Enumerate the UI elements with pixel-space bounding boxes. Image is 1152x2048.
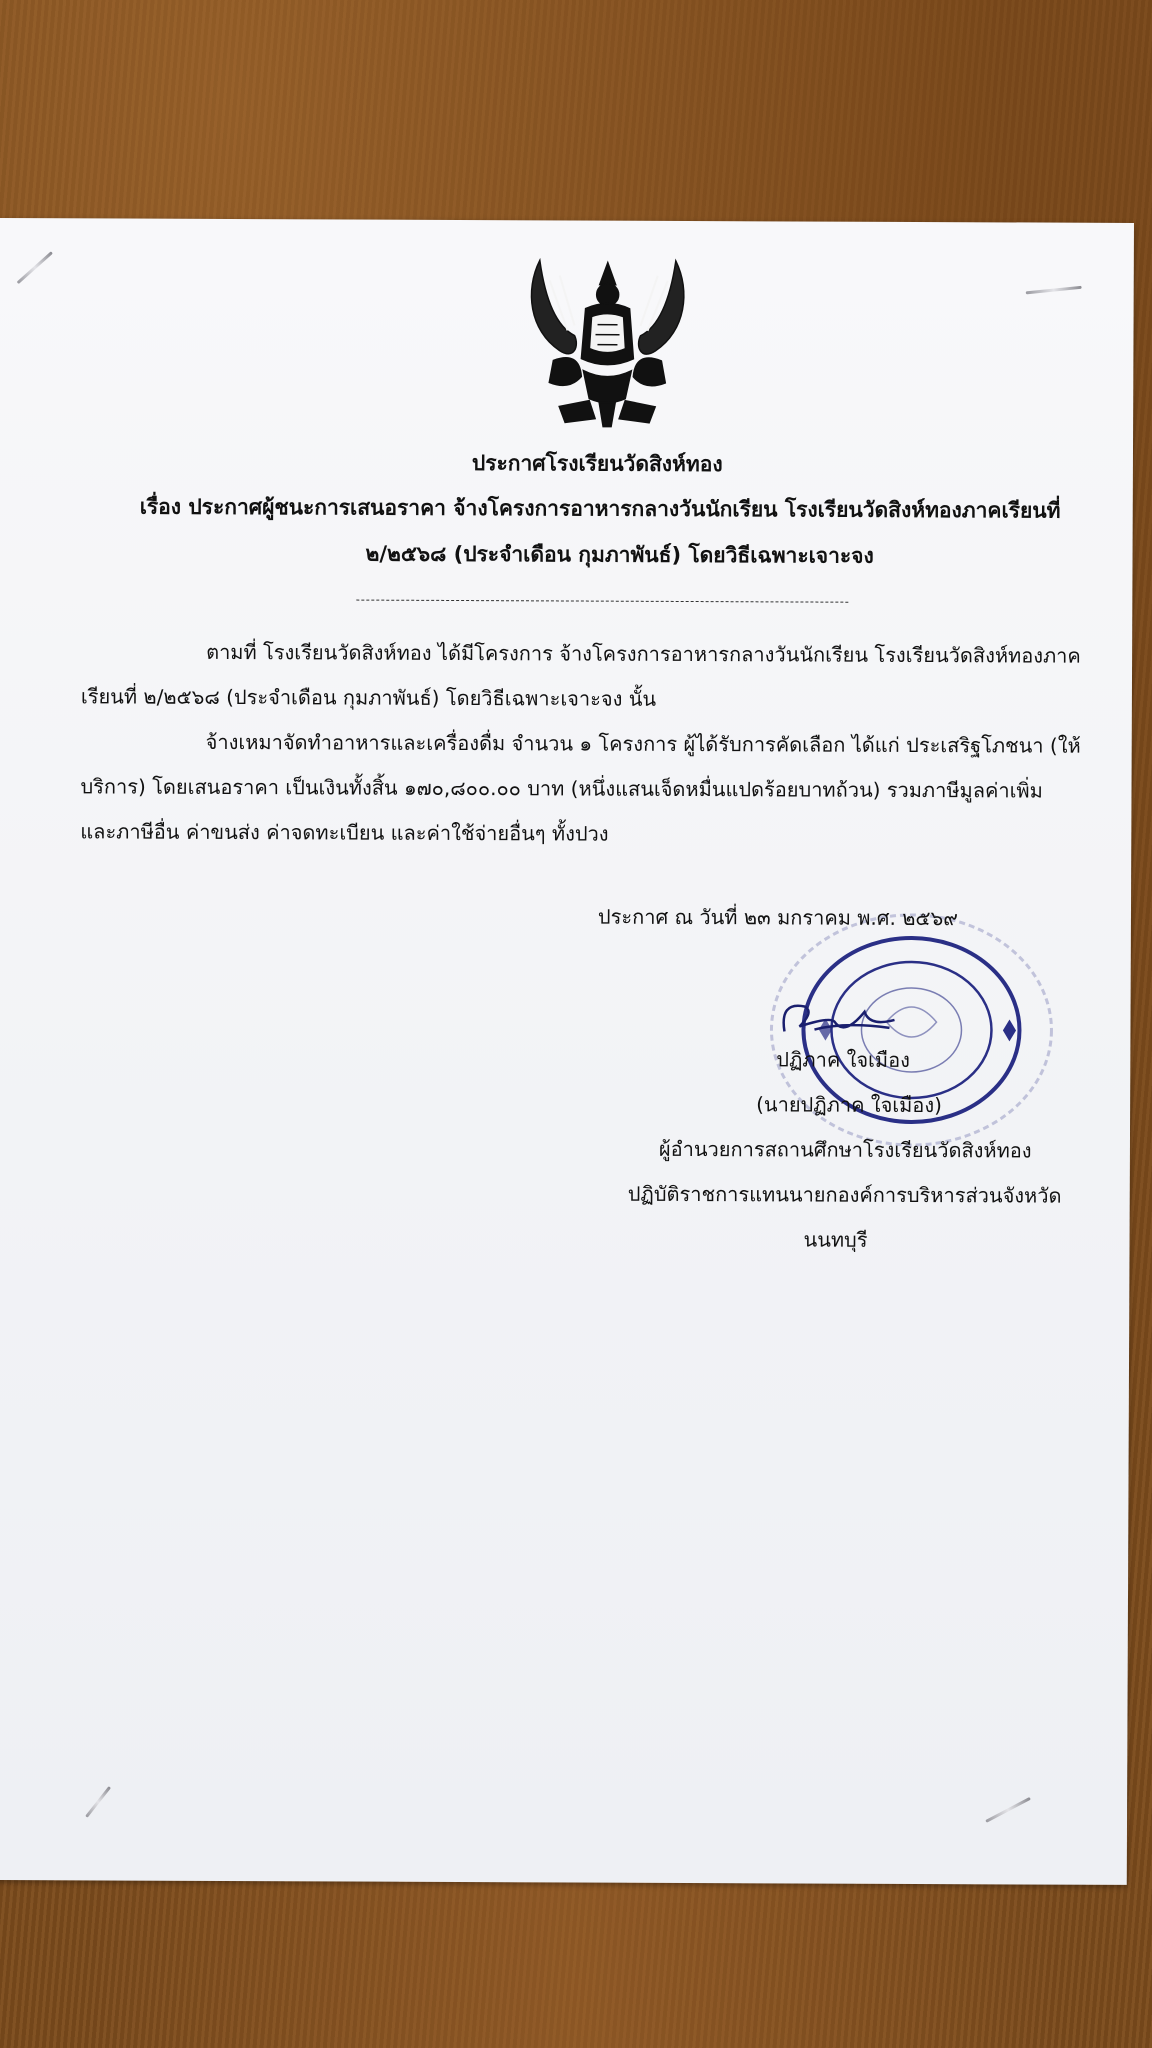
staple-top-right: [1026, 286, 1082, 295]
staple-top-left: [17, 251, 53, 284]
subject-line-2: ๒/๒๕๖๘ (ประจำเดือน กุมภาพันธ์) โดยวิธีเฉพาะเจาะจง: [365, 541, 874, 568]
document-heading: ประกาศโรงเรียนวัดสิงห์ทอง: [471, 451, 723, 477]
signer-position-1: ผู้อำนวยการสถานศึกษาโรงเรียนวัดสิงห์ทอง: [658, 1136, 1032, 1163]
paragraph-2-line-1: จ้างเหมาจัดทำอาหารและเครื่องดื่ม จำนวน ๑ โครงการ ผู้ได้รับการคัดเลือก ได้แก่ ประเสริฐโภชนา (ให้: [205, 729, 1081, 758]
document-page: [0, 218, 1134, 1885]
garuda-emblem-icon: [519, 250, 696, 431]
signer-name-parenthetical: (นายปฏิภาค ใจเมือง): [756, 1092, 942, 1118]
paragraph-1-line-2: เรียนที่ ๒/๒๕๖๘ (ประจำเดือน กุมภาพันธ์) โดยวิธีเฉพาะเจาะจง นั้น: [80, 684, 657, 711]
subject-line-1: เรื่อง ประกาศผู้ชนะการเสนอราคา จ้างโครงการอาหารกลางวันนักเรียน โรงเรียนวัดสิงห์ทองภาคเรียนที่: [139, 494, 1061, 523]
signer-name: ปฏิภาค ใจเมือง: [776, 1047, 910, 1072]
paragraph-2-line-3: และภาษีอื่น ค่าขนส่ง ค่าจดทะเบียน และค่าใช้จ่ายอื่นๆ ทั้งปวง: [80, 819, 609, 846]
heading-divider: [356, 600, 848, 603]
announcement-date: ประกาศ ณ วันที่ ๒๓ มกราคม พ.ศ. ๒๕๖๙: [597, 904, 958, 931]
signer-position-3: นนทบุรี: [803, 1227, 868, 1252]
paragraph-1-line-1: ตามที่ โรงเรียนวัดสิงห์ทอง ได้มีโครงการ จ้างโครงการอาหารกลางวันนักเรียน โรงเรียนวัดสิงห์ทองภาค: [206, 639, 1081, 668]
paragraph-2-line-2: บริการ) โดยเสนอราคา เป็นเงินทั้งสิ้น ๑๗๐,๘๐๐.๐๐ บาท (หนึ่งแสนเจ็ดหมื่นแปดร้อยบาทถ้วน) รวมภาษีมูลค่าเพิ่ม: [80, 774, 1043, 803]
signer-position-2: ปฏิบัติราชการแทนนายกองค์การบริหารส่วนจังหวัด: [627, 1181, 1062, 1208]
staple-bottom-left: [85, 1786, 111, 1818]
staple-bottom-right: [985, 1797, 1031, 1823]
